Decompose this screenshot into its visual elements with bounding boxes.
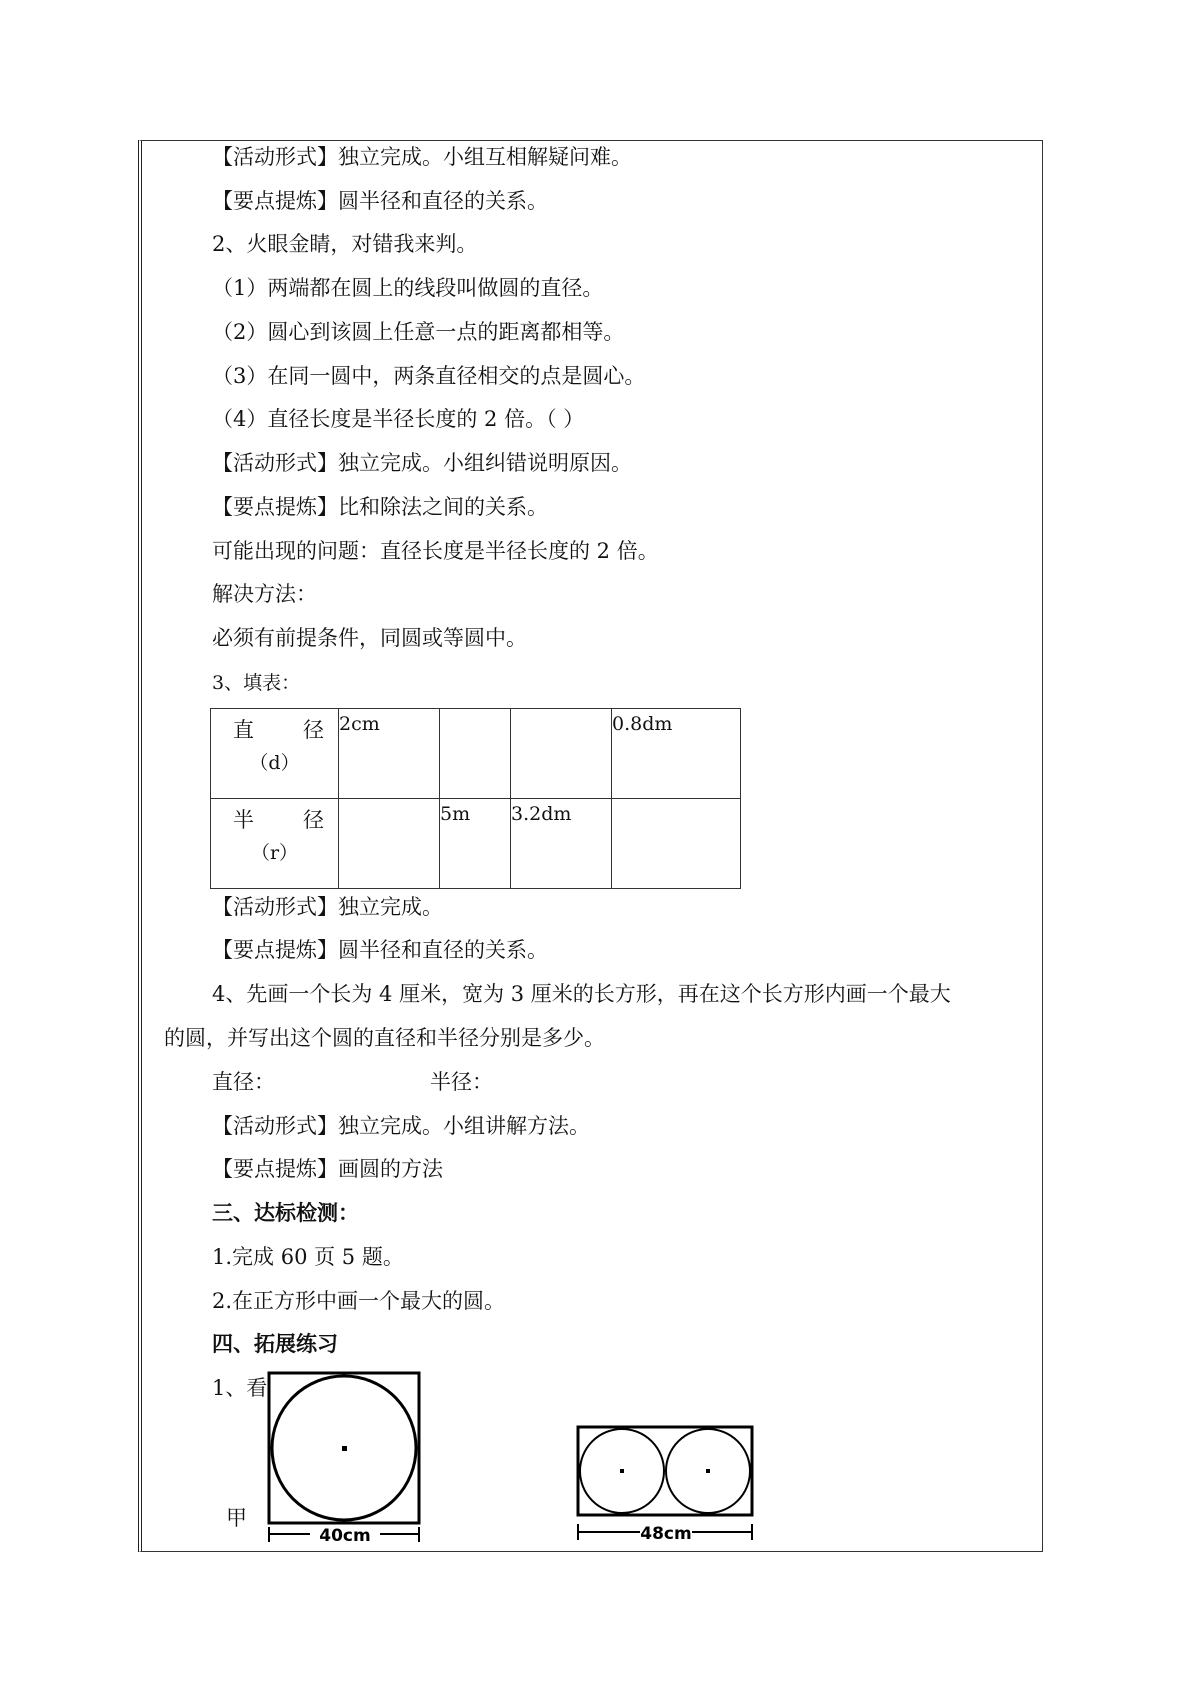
text-line: 【要点提炼】圆半径和直径的关系。 [212, 189, 548, 213]
text-line: （1）两端都在圆上的线段叫做圆的直径。 [212, 276, 604, 300]
table-header-cell [211, 709, 339, 799]
figure-label-jia: 甲 [226, 1506, 247, 1530]
text-line: 2.在正方形中画一个最大的圆。 [212, 1289, 506, 1313]
center-dot [342, 1446, 347, 1451]
header-char: 直 [233, 718, 254, 742]
text-line: 【活动形式】独立完成。小组纠错说明原因。 [212, 451, 632, 475]
fill-table [210, 708, 741, 889]
text-line: 的圆，并写出这个圆的直径和半径分别是多少。 [164, 1026, 605, 1050]
label-diameter: 直径： [212, 1070, 275, 1094]
center-dot [706, 1469, 710, 1473]
text-line: 【活动形式】独立完成。小组讲解方法。 [212, 1114, 590, 1138]
table-cell[interactable]: 5m [440, 799, 511, 889]
center-dot [620, 1469, 624, 1473]
text-line: 【要点提炼】画圆的方法 [212, 1157, 443, 1181]
table-cell[interactable] [440, 709, 511, 799]
table-cell[interactable]: 2cm [339, 709, 440, 799]
header-char: 径 [303, 718, 324, 742]
text-line: 解决方法： [212, 582, 317, 606]
table-row [211, 799, 741, 889]
header-char: 半 [233, 808, 254, 832]
text-line: （3）在同一圆中，两条直径相交的点是圆心。 [212, 364, 646, 388]
table-header-cell [211, 799, 339, 889]
dimension-label: 40cm [319, 1526, 371, 1546]
table-cell[interactable] [511, 709, 612, 799]
figure-two-circles-in-rectangle [574, 1424, 756, 1546]
text-line: 必须有前提条件，同圆或等圆中。 [212, 626, 527, 650]
header-sub: （d） [249, 752, 300, 774]
section-heading: 四、拓展练习 [212, 1331, 338, 1356]
table-row [211, 709, 741, 799]
text-line: 1、看 [212, 1376, 268, 1400]
table-cell[interactable]: 0.8dm [612, 709, 741, 799]
text-line: 【活动形式】独立完成。 [212, 895, 443, 919]
table-cell[interactable] [612, 799, 741, 889]
dimension-label: 48cm [640, 1524, 692, 1544]
label-radius: 半径： [430, 1070, 493, 1094]
text-line: 【活动形式】独立完成。小组互相解疑问难。 [212, 145, 632, 169]
table-cell[interactable] [339, 799, 440, 889]
text-line: 3、填表： [212, 672, 301, 694]
text-line: （4）直径长度是半径长度的 2 倍。（ ） [212, 407, 585, 431]
text-line: 【要点提炼】圆半径和直径的关系。 [212, 938, 548, 962]
header-sub: （r） [250, 842, 299, 864]
section-heading: 三、达标检测： [212, 1200, 359, 1225]
figure-circle-in-square [262, 1370, 422, 1548]
text-line: 可能出现的问题：直径长度是半径长度的 2 倍。 [212, 539, 659, 563]
text-line: 4、先画一个长为 4 厘米，宽为 3 厘米的长方形，再在这个长方形内画一个最大 [212, 982, 951, 1006]
text-line: 【要点提炼】比和除法之间的关系。 [212, 495, 548, 519]
text-line: （2）圆心到该圆上任意一点的距离都相等。 [212, 320, 625, 344]
text-line: 2、火眼金睛，对错我来判。 [212, 232, 478, 256]
table-cell[interactable]: 3.2dm [511, 799, 612, 889]
header-char: 径 [303, 808, 324, 832]
text-line: 1.完成 60 页 5 题。 [212, 1245, 404, 1269]
